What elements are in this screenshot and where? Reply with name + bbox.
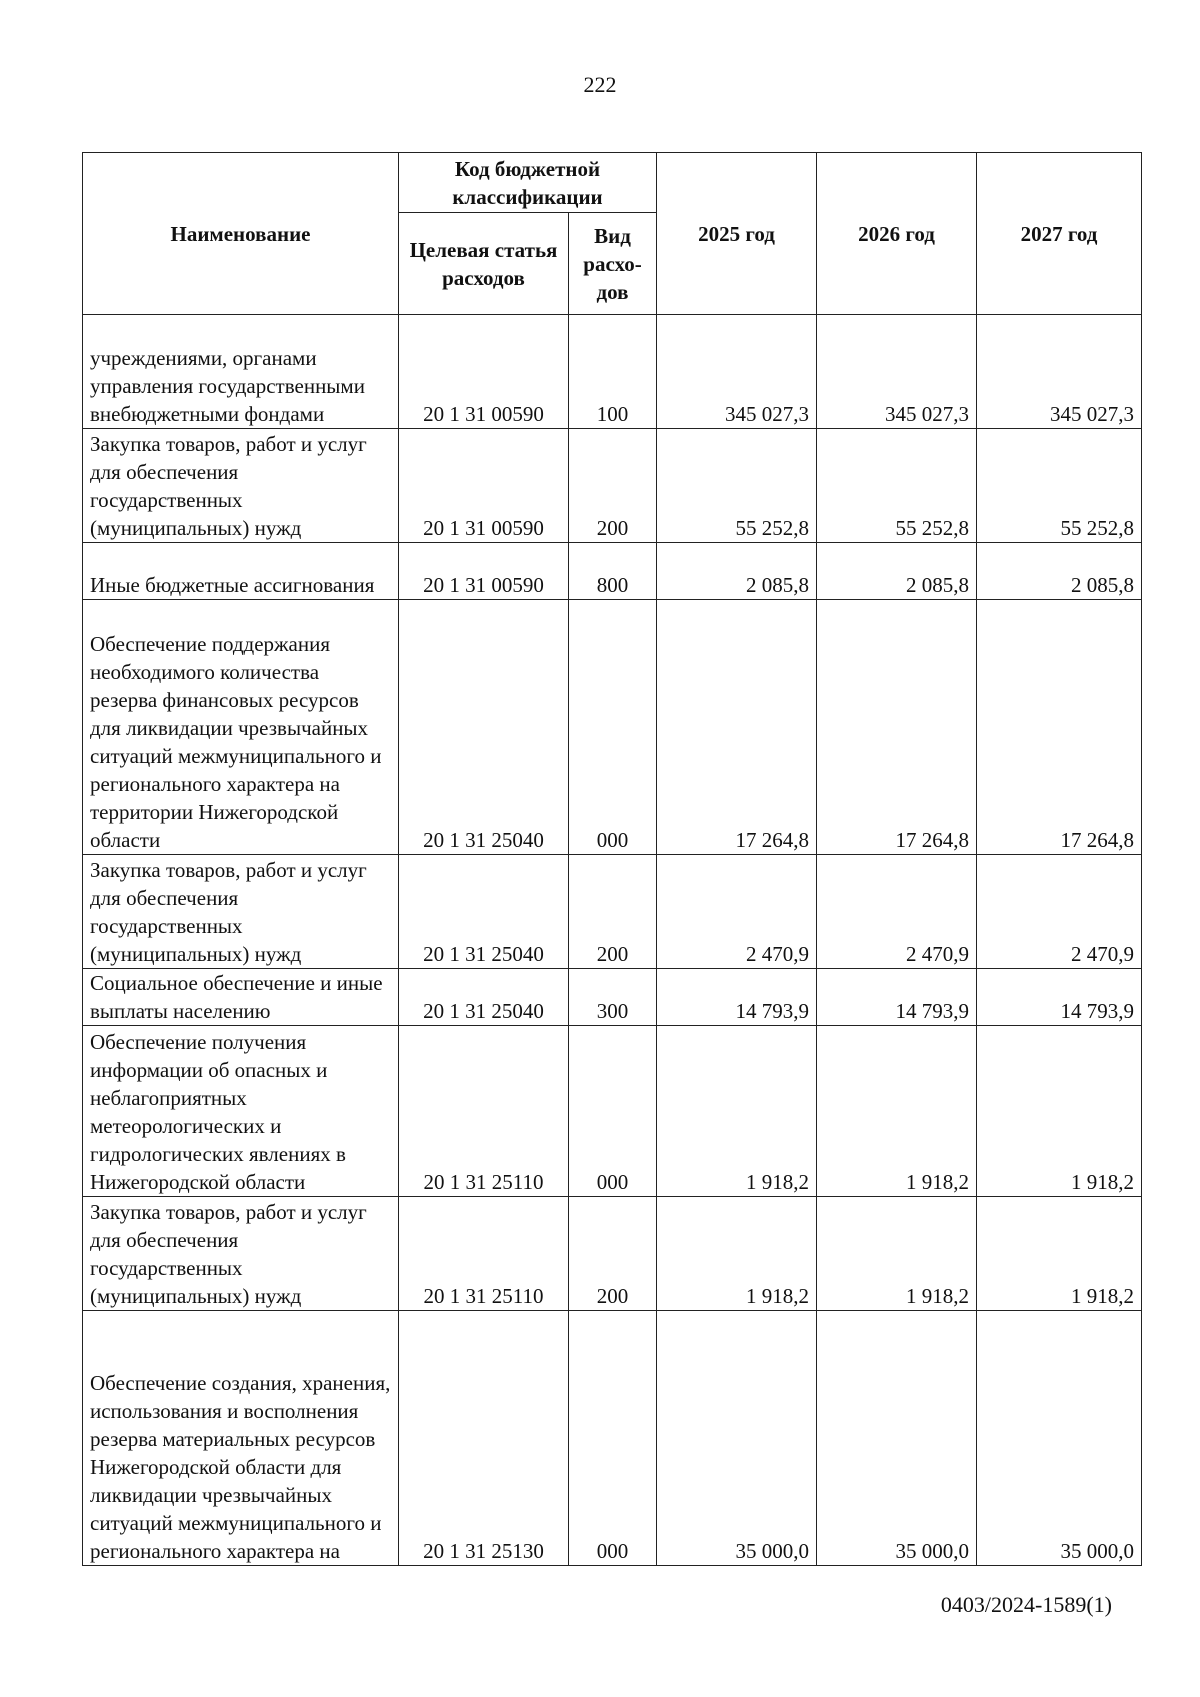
row-value-2025: 14 793,9	[657, 969, 817, 1026]
row-value-2026: 35 000,0	[817, 1311, 977, 1566]
document-code: 0403/2024-1589(1)	[940, 1592, 1112, 1617]
row-value-2026: 2 470,9	[817, 855, 977, 969]
header-name: Наименование	[83, 153, 399, 315]
header-kbk-group: Код бюджетной классификации	[399, 153, 657, 213]
row-expense-type: 000	[569, 600, 657, 855]
row-value-2025: 1 918,2	[657, 1026, 817, 1197]
row-name: Закупка товаров, работ и услуг для обеспечения государственных (муниципальных) нужд	[83, 1197, 399, 1311]
header-target-article: Целевая статья расходов	[399, 213, 569, 315]
row-target-article: 20 1 31 25130	[399, 1311, 569, 1566]
row-target-article: 20 1 31 00590	[399, 543, 569, 600]
row-expense-type: 200	[569, 429, 657, 543]
header-year-2025: 2025 год	[657, 153, 817, 315]
header-expense-type: Вид расхо-дов	[569, 213, 657, 315]
table-row	[83, 1197, 1142, 1311]
row-expense-type: 200	[569, 1197, 657, 1311]
table-row	[83, 543, 1142, 600]
page-number: 222	[583, 72, 617, 97]
row-expense-type: 300	[569, 969, 657, 1026]
table-row	[83, 1311, 1142, 1566]
row-name: Закупка товаров, работ и услуг для обеспечения государственных (муниципальных) нужд	[83, 855, 399, 969]
row-name: Закупка товаров, работ и услуг для обеспечения государственных (муниципальных) нужд	[83, 429, 399, 543]
row-value-2026: 14 793,9	[817, 969, 977, 1026]
table-row	[83, 855, 1142, 969]
row-target-article: 20 1 31 25040	[399, 600, 569, 855]
row-name: Иные бюджетные ассигнования	[83, 543, 399, 600]
row-value-2026: 55 252,8	[817, 429, 977, 543]
row-value-2026: 2 085,8	[817, 543, 977, 600]
row-name: Обеспечение получения информации об опасных и неблагоприятных метеорологических и гидрологических явлениях в Нижегородской области	[83, 1026, 399, 1197]
row-value-2027: 1 918,2	[977, 1197, 1142, 1311]
budget-table	[82, 152, 1142, 1566]
row-name: Социальное обеспечение и иные выплаты населению	[83, 969, 399, 1026]
row-value-2025: 345 027,3	[657, 315, 817, 429]
row-value-2027: 2 470,9	[977, 855, 1142, 969]
row-value-2027: 35 000,0	[977, 1311, 1142, 1566]
row-value-2027: 1 918,2	[977, 1026, 1142, 1197]
row-value-2026: 345 027,3	[817, 315, 977, 429]
table-row	[83, 1026, 1142, 1197]
row-target-article: 20 1 31 00590	[399, 429, 569, 543]
table-row	[83, 600, 1142, 855]
row-value-2025: 35 000,0	[657, 1311, 817, 1566]
row-name: Обеспечение поддержания необходимого количества резерва финансовых ресурсов для ликвидации чрезвычайных ситуаций межмуниципального и регионального характера на территории Нижегородской области	[83, 600, 399, 855]
row-value-2027: 345 027,3	[977, 315, 1142, 429]
row-target-article: 20 1 31 25040	[399, 969, 569, 1026]
row-name: Обеспечение создания, хранения, использования и восполнения резерва материальных ресурсов Нижегородской области для ликвидации чрезвычайных ситуаций межмуниципального и регионального характера на	[83, 1311, 399, 1566]
row-target-article: 20 1 31 25110	[399, 1197, 569, 1311]
table-header	[83, 153, 1142, 315]
row-value-2027: 14 793,9	[977, 969, 1142, 1026]
row-expense-type: 000	[569, 1026, 657, 1197]
row-value-2025: 2 470,9	[657, 855, 817, 969]
row-value-2026: 17 264,8	[817, 600, 977, 855]
row-value-2025: 17 264,8	[657, 600, 817, 855]
header-year-2026: 2026 год	[817, 153, 977, 315]
row-value-2025: 1 918,2	[657, 1197, 817, 1311]
row-value-2026: 1 918,2	[817, 1197, 977, 1311]
row-value-2026: 1 918,2	[817, 1026, 977, 1197]
row-target-article: 20 1 31 00590	[399, 315, 569, 429]
row-expense-type: 200	[569, 855, 657, 969]
table-row	[83, 969, 1142, 1026]
row-target-article: 20 1 31 25110	[399, 1026, 569, 1197]
row-value-2027: 2 085,8	[977, 543, 1142, 600]
header-year-2027: 2027 год	[977, 153, 1142, 315]
row-expense-type: 000	[569, 1311, 657, 1566]
table-row	[83, 315, 1142, 429]
row-value-2025: 2 085,8	[657, 543, 817, 600]
row-name: учреждениями, органами управления государственными внебюджетными фондами	[83, 315, 399, 429]
row-value-2025: 55 252,8	[657, 429, 817, 543]
row-target-article: 20 1 31 25040	[399, 855, 569, 969]
row-value-2027: 55 252,8	[977, 429, 1142, 543]
row-value-2027: 17 264,8	[977, 600, 1142, 855]
row-expense-type: 800	[569, 543, 657, 600]
table-row	[83, 429, 1142, 543]
row-expense-type: 100	[569, 315, 657, 429]
